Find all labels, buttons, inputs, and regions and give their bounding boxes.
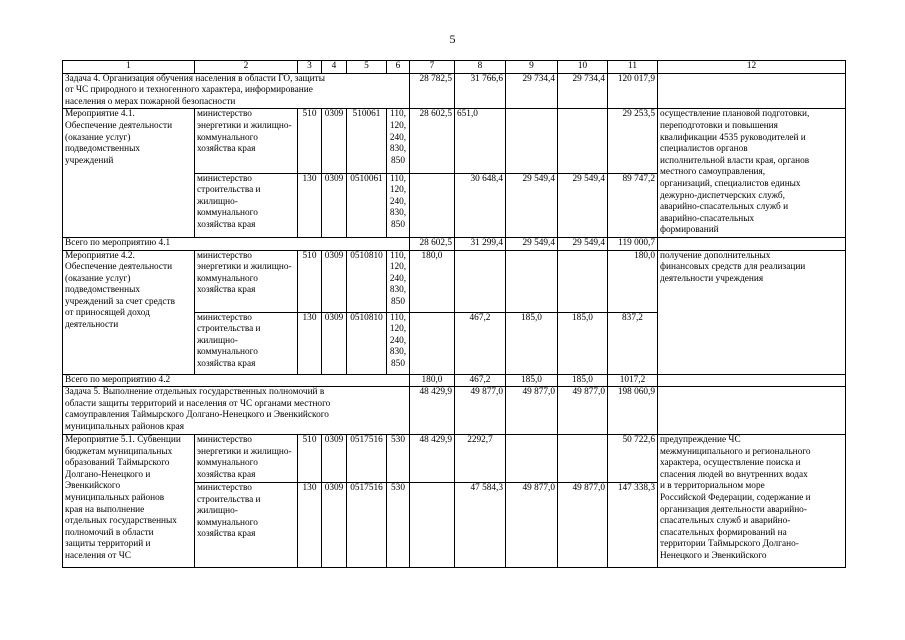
task5-v7: 48 429,9 (410, 387, 455, 435)
m41-r2-vr: 110, 120, 240, 830, 850 (387, 173, 410, 237)
m51-r1-v11: 50 722,6 (608, 435, 658, 483)
m42-r1-v9 (506, 250, 558, 312)
task4-empty (658, 73, 846, 109)
header-cell: 3 (298, 61, 322, 74)
m42-r1-v11: 180,0 (608, 250, 658, 312)
task5-title: Задача 5. Выполнение отдельных государственных полномочий в области защиты территорий и населения от ЧС органами местного самоуправления Таймырского Долгано-Ненецкого и Эвенкийского муниципальных районов края (63, 387, 410, 435)
task5-row (63, 387, 846, 435)
m42-total-v7: 180,0 (410, 374, 455, 387)
m51-r1-v10 (558, 435, 608, 483)
header-cell: 7 (410, 61, 455, 74)
m51-r2-v10: 49 877,0 (558, 483, 608, 568)
m51-r1-v7: 48 429,9 (410, 435, 455, 483)
header-cell: 10 (558, 61, 608, 74)
m42-r2-rzpr: 0309 (322, 312, 347, 374)
header-cell: 6 (387, 61, 410, 74)
task4-v9: 29 734,4 (506, 73, 558, 109)
m51-r2-v11: 147 338,3 (608, 483, 658, 568)
m42-r2-v9: 185,0 (506, 312, 558, 374)
m42-total-row (63, 374, 846, 387)
m41-r2-v7 (410, 173, 455, 237)
m42-r2-v7 (410, 312, 455, 374)
m51-r1-vr: 530 (387, 435, 410, 483)
m42-result: получение дополнительных финансовых средств для реализации деятельности учреждения (658, 250, 846, 374)
m51-row1 (63, 435, 846, 483)
header-cell: 8 (455, 61, 506, 74)
task4-v7: 28 782,5 (410, 73, 455, 109)
m42-name: Мероприятие 4.2. Обеспечение деятельности (оказание услуг) подведомственных учреждений за счет средств от приносящей доход деятельности (63, 250, 195, 374)
m41-total-label: Всего по мероприятию 4.1 (63, 237, 410, 250)
m41-result: осуществление плановой подготовки, переподготовки и повышения квалификации 4535 руководителей и специалистов органов исполнительной власти края, органов местного самоуправления, организаций, специалистов единых дежурно-диспетчерских служб, аварийно-спасательных служб и аварийно-спасательных формирований (658, 109, 846, 238)
m41-r1-v11: 29 253,5 (608, 109, 658, 173)
m42-r2-org: министерство строительства и жилищно- коммунального хозяйства края (195, 312, 298, 374)
m51-r2-org: министерство строительства и жилищно- коммунального хозяйства края (195, 483, 298, 568)
task4-row (63, 73, 846, 109)
m41-r2-v11: 89 747,2 (608, 173, 658, 237)
m42-r1-grbs: 510 (298, 250, 322, 312)
m51-r1-v8: 2292,7 (455, 435, 506, 483)
m41-r2-v8: 30 648,4 (455, 173, 506, 237)
m41-total-v8: 31 299,4 (455, 237, 506, 250)
task4-v11: 120 017,9 (608, 73, 658, 109)
m41-r2-rzpr: 0309 (322, 173, 347, 237)
m51-r2-vr: 530 (387, 483, 410, 568)
m41-row1 (63, 109, 846, 173)
m41-r2-csr: 0510061 (347, 173, 387, 237)
m41-r1-v10 (558, 109, 608, 173)
m51-r1-csr: 0517516 (347, 435, 387, 483)
m42-total-empty (658, 374, 846, 387)
header-row (63, 61, 846, 74)
m42-total-v10: 185,0 (558, 374, 608, 387)
m51-r2-grbs: 130 (298, 483, 322, 568)
m41-r1-v7: 28 602,5 (410, 109, 455, 173)
m42-row1 (63, 250, 846, 312)
header-cell: 4 (322, 61, 347, 74)
m42-r2-grbs: 130 (298, 312, 322, 374)
m51-r1-org: министерство энергетики и жилищно- коммунального хозяйства края (195, 435, 298, 483)
m42-total-label: Всего по мероприятию 4.2 (63, 374, 410, 387)
header-cell: 9 (506, 61, 558, 74)
task4-title: Задача 4. Организация обучения населения в области ГО, защиты от ЧС природного и техногенного характера, информирование населения о мерах пожарной безопасности (63, 73, 410, 109)
task5-v8: 49 877,0 (455, 387, 506, 435)
m51-r2-v7 (410, 483, 455, 568)
m42-r2-v11: 837,2 (608, 312, 658, 374)
m42-r1-v10 (558, 250, 608, 312)
m42-r1-vr: 110, 120, 240, 830, 850 (387, 250, 410, 312)
m41-r1-v8: 651,0 (455, 109, 506, 173)
m51-r2-v9: 49 877,0 (506, 483, 558, 568)
m51-name: Мероприятие 5.1. Субвенции бюджетам муниципальных образований Таймырского Долгано-Ненецкого и Эвенкийского муниципальных районов края на выполнение отдельных государственных полномочий в области защиты территорий и населения от ЧС (63, 435, 195, 568)
m42-r2-v8: 467,2 (455, 312, 506, 374)
task4-v10: 29 734,4 (558, 73, 608, 109)
header-cell: 11 (608, 61, 658, 74)
task5-v9: 49 877,0 (506, 387, 558, 435)
header-cell: 5 (347, 61, 387, 74)
task5-empty (658, 387, 846, 435)
m41-r1-vr: 110, 120, 240, 830, 850 (387, 109, 410, 173)
m42-total-v9: 185,0 (506, 374, 558, 387)
m41-total-v7: 28 602,5 (410, 237, 455, 250)
task5-v11: 198 060,9 (608, 387, 658, 435)
m51-r2-v8: 47 584,3 (455, 483, 506, 568)
m42-r1-v7: 180,0 (410, 250, 455, 312)
task5-v10: 49 877,0 (558, 387, 608, 435)
m41-r1-grbs: 510 (298, 109, 322, 173)
m41-total-empty (658, 237, 846, 250)
m42-total-v8: 467,2 (455, 374, 506, 387)
m41-r2-org: министерство строительства и жилищно- коммунального хозяйства края (195, 173, 298, 237)
m51-r1-grbs: 510 (298, 435, 322, 483)
m51-r2-csr: 0517516 (347, 483, 387, 568)
m42-r2-csr: 0510810 (347, 312, 387, 374)
header-cell: 12 (658, 61, 846, 74)
budget-table (62, 60, 846, 568)
task4-v8: 31 766,6 (455, 73, 506, 109)
m41-r1-org: министерство энергетики и жилищно- коммунального хозяйства края (195, 109, 298, 173)
m51-r1-rzpr: 0309 (322, 435, 347, 483)
m42-total-v11: 1017,2 (608, 374, 658, 387)
m51-r1-v9 (506, 435, 558, 483)
m41-r2-v9: 29 549,4 (506, 173, 558, 237)
m41-r2-v10: 29 549,4 (558, 173, 608, 237)
m41-name: Мероприятие 4.1. Обеспечение деятельности (оказание услуг) подведомственных учреждений (63, 109, 195, 238)
m41-r1-v9 (506, 109, 558, 173)
m42-r1-csr: 0510810 (347, 250, 387, 312)
page-number: 5 (449, 32, 456, 46)
m42-r2-vr: 110, 120, 240, 830, 850 (387, 312, 410, 374)
m41-total-v11: 119 000,7 (608, 237, 658, 250)
m42-r1-rzpr: 0309 (322, 250, 347, 312)
m41-r2-grbs: 130 (298, 173, 322, 237)
m42-r1-v8 (455, 250, 506, 312)
m42-r1-org: министерство энергетики и жилищно- коммунального хозяйства края (195, 250, 298, 312)
m41-total-row (63, 237, 846, 250)
m41-r1-rzpr: 0309 (322, 109, 347, 173)
m41-total-v10: 29 549,4 (558, 237, 608, 250)
header-cell: 2 (195, 61, 298, 74)
m41-total-v9: 29 549,4 (506, 237, 558, 250)
header-cell: 1 (63, 61, 195, 74)
m42-r2-v10: 185,0 (558, 312, 608, 374)
m41-r1-csr: 510061 (347, 109, 387, 173)
m51-result: предупреждение ЧС межмуниципального и регионального характера, осуществление поиска и спасения людей во внутренних водах и в территориальном море Российской Федерации, содержание и организация деятельности аварийно- спасательных служб и аварийно- спасательных формирований на территории Таймырского Долгано- Ненецкого и Эвенкийского (658, 435, 846, 568)
m51-r2-rzpr: 0309 (322, 483, 347, 568)
